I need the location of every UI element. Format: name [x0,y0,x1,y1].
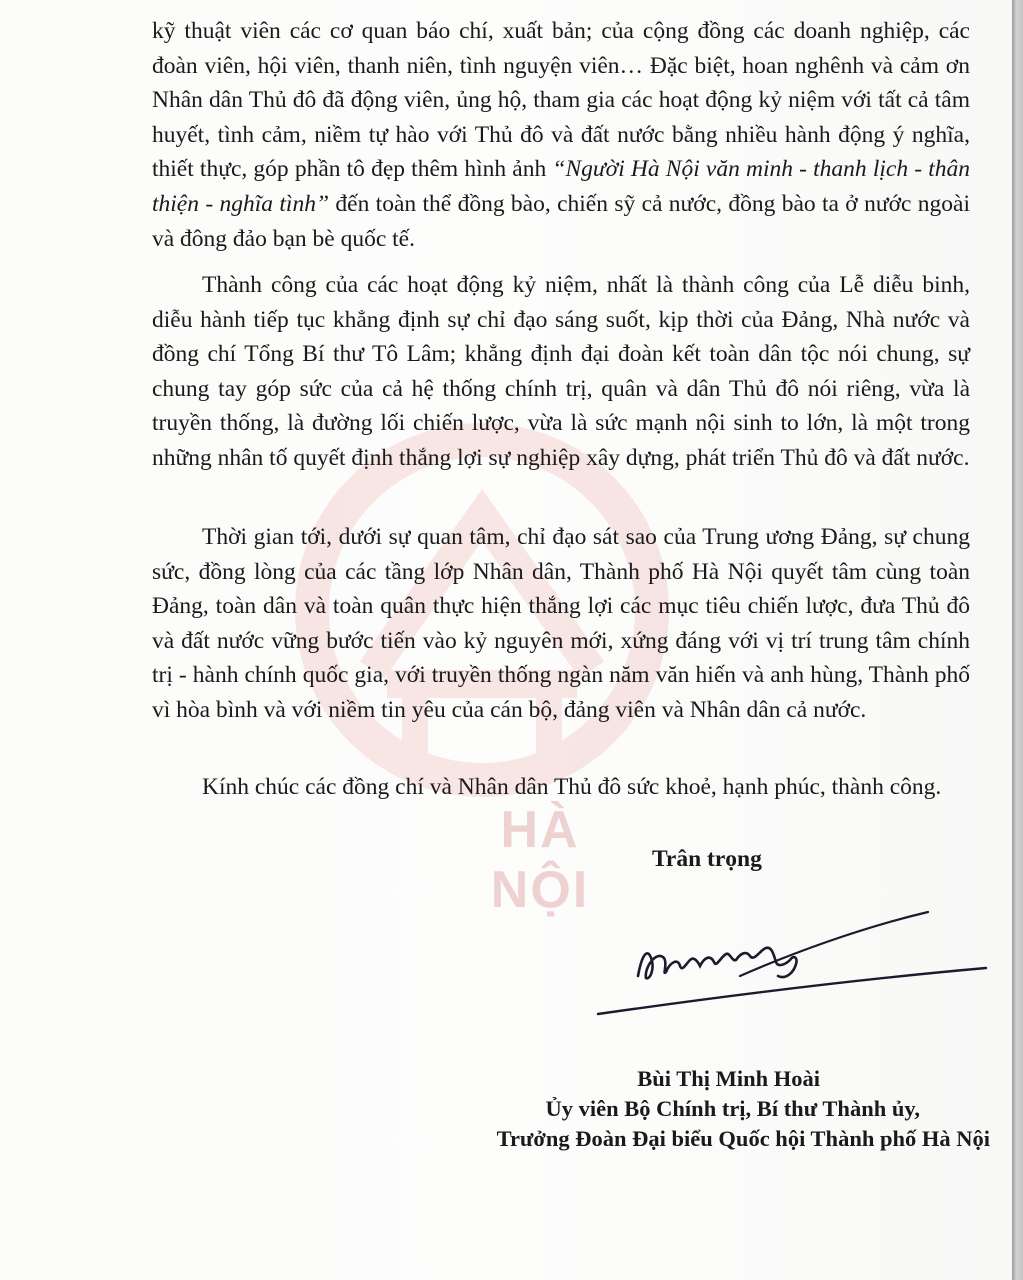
paragraph-thanks-text-b: đến toàn thể đồng bào, chiến sỹ cả nước, đồng bào ta ở nước ngoài và đông đảo bạn bè quốc tế. [152,190,970,252]
slogan-quote: “Người Hà Nội văn minh - thanh lịch - thân thiện - nghĩa tình” [152,156,970,217]
paragraph-wishes-text: Kính chúc các đồng chí và Nhân dân Thủ đô sức khoẻ, hạnh phúc, thành công. [202,774,942,800]
watermark-text: HÀ NỘI [490,801,590,919]
paragraph-success-text: Thành công của các hoạt động kỷ niệm, nhất là thành công của Lễ diễu binh, diễu hành tiếp tục khẳng định sự chỉ đạo sáng suốt, kịp thời của Đảng, Nhà nước và đồng chí Tổng Bí thư Tô Lâm; khẳng định đại đoàn kết toàn dân tộc nói chung, sự chung tay góp sức của cả hệ thống chính trị, quân và dân Thủ đô nói riêng, vừa là truyền thống, là đường lối chiến lược, vừa là sức mạnh nội sinh to lớn, là một trong những nhân tố quyết định thắng lợi sự nghiệp xây dựng, phát triển Thủ đô và đất nước. [152,272,970,471]
paragraph-future [152,520,970,728]
signer-name: Bùi Thị Minh Hoài [637,1066,820,1091]
paragraph-wishes [152,770,970,805]
paragraph-success [152,268,970,476]
handwritten-signature-icon [590,906,990,1026]
signer-title-2: Trưởng Đoàn Đại biểu Quốc hội Thành phố Hà Nội [496,1126,990,1151]
page-edge-shadow [1012,0,1023,1280]
paragraph-thanks-text-a: kỹ thuật viên các cơ quan báo chí, xuất bản; của cộng đồng các doanh nghiệp, các đoàn viên, hội viên, thanh niên, tình nguyện viên… Đặc biệt, hoan nghênh và cảm ơn Nhân dân Thủ đô đã động viên, ủng hộ, tham gia các hoạt động kỷ niệm với tất cả tâm huyết, tình cảm, niềm tự hào với Thủ đô và đất nước bằng nhiều hành động ý nghĩa, thiết thực, góp phần tô đẹp thêm hình ảnh [152,18,970,183]
signature-block [420,1064,990,1154]
paragraph-thanks [152,14,970,256]
signer-title-1: Ủy viên Bộ Chính trị, Bí thư Thành ủy, [545,1096,920,1121]
paragraph-future-text: Thời gian tới, dưới sự quan tâm, chỉ đạo sát sao của Trung ương Đảng, sự chung sức, đồng lòng của các tầng lớp Nhân dân, Thành phố Hà Nội quyết tâm cùng toàn Đảng, toàn dân và toàn quân thực hiện thắng lợi các mục tiêu chiến lược, đưa Thủ đô và đất nước vững bước tiến vào kỷ nguyên mới, xứng đáng với vị trí trung tâm chính trị - hành chính quốc gia, với truyền thống ngàn năm văn hiến và anh hùng, Thành phố vì hòa bình và với niềm tin yêu của cán bộ, đảng viên và Nhân dân cả nước. [152,524,970,723]
regards-text: Trân trọng [652,846,762,872]
